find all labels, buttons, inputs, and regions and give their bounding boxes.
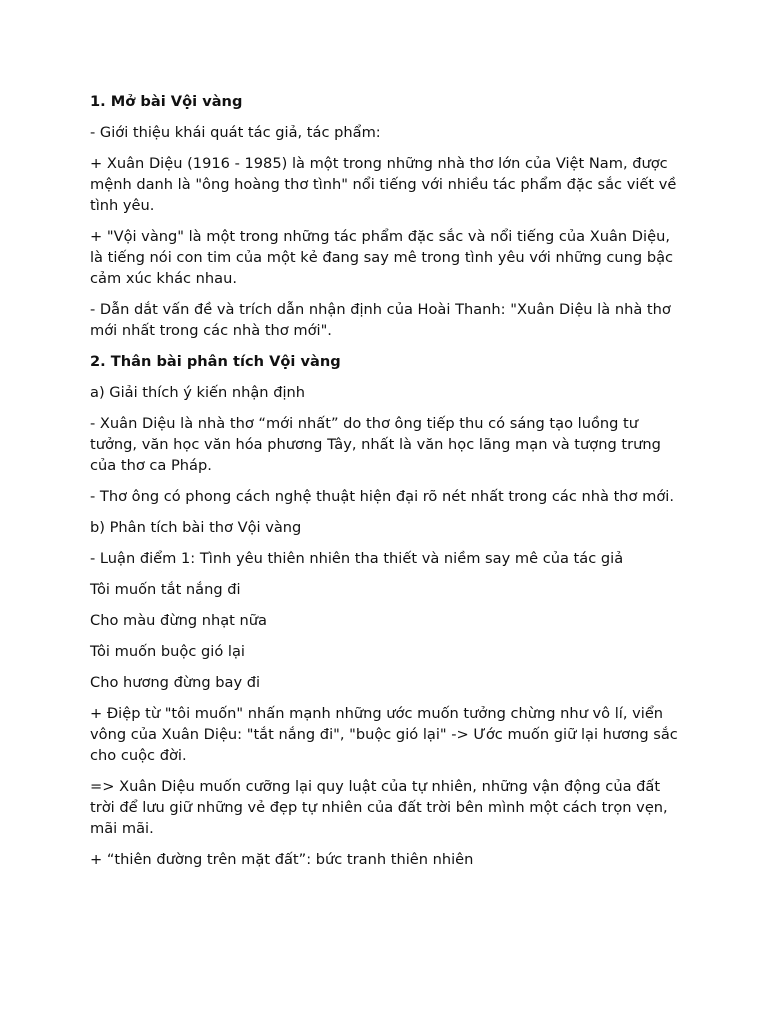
paragraph: - Giới thiệu khái quát tác giả, tác phẩm: [90,124,381,141]
paragraph: b) Phân tích bài thơ Vội vàng [90,519,302,536]
document-body [90,91,680,880]
paragraph: + “thiên đường trên mặt đất”: bức tranh thiên nhiên [90,851,474,868]
poem-line: Tôi muốn buộc gió lại [90,643,245,660]
paragraph: + "Vội vàng" là một trong những tác phẩm đặc sắc và nổi tiếng của Xuân Diệu, là tiếng nói con tim của một kẻ đang say mê trong tình yêu với những cung bậc cảm xúc khác nhau. [90,228,674,287]
section-heading-than-bai: 2. Thân bài phân tích Vội vàng [90,353,341,370]
poem-line: Tôi muốn tắt nắng đi [90,581,241,598]
paragraph: a) Giải thích ý kiến nhận định [90,384,306,401]
section-heading-mo-bai: 1. Mở bài Vội vàng [90,93,243,110]
paragraph: => Xuân Diệu muốn cưỡng lại quy luật của tự nhiên, những vận động của đất trời để lưu giữ những vẻ đẹp tự nhiên của đất trời bên mình một cách trọn vẹn, mãi mãi. [90,778,668,837]
paragraph: - Thơ ông có phong cách nghệ thuật hiện đại rõ nét nhất trong các nhà thơ mới. [90,488,674,505]
paragraph: + Điệp từ "tôi muốn" nhấn mạnh những ước muốn tưởng chừng như vô lí, viển vông của Xuân Diệu: "tắt nắng đi", "buộc gió lại" -> Ước muốn giữ lại hương sắc cho cuộc đời. [90,705,678,764]
poem-line: Cho hương đừng bay đi [90,674,261,691]
paragraph: - Luận điểm 1: Tình yêu thiên nhiên tha thiết và niềm say mê của tác giả [90,550,624,567]
paragraph: - Xuân Diệu là nhà thơ “mới nhất” do thơ ông tiếp thu có sáng tạo luồng tư tưởng, văn học văn hóa phương Tây, nhất là văn học lãng mạn và tượng trưng của thơ ca Pháp. [90,415,661,474]
paragraph: - Dẫn dắt vấn đề và trích dẫn nhận định của Hoài Thanh: "Xuân Diệu là nhà thơ mới nhất trong các nhà thơ mới". [90,301,671,339]
poem-line: Cho màu đừng nhạt nữa [90,612,267,629]
paragraph: + Xuân Diệu (1916 - 1985) là một trong những nhà thơ lớn của Việt Nam, được mệnh danh là "ông hoàng thơ tình" nổi tiếng với nhiều tác phẩm đặc sắc viết về tình yêu. [90,155,677,214]
